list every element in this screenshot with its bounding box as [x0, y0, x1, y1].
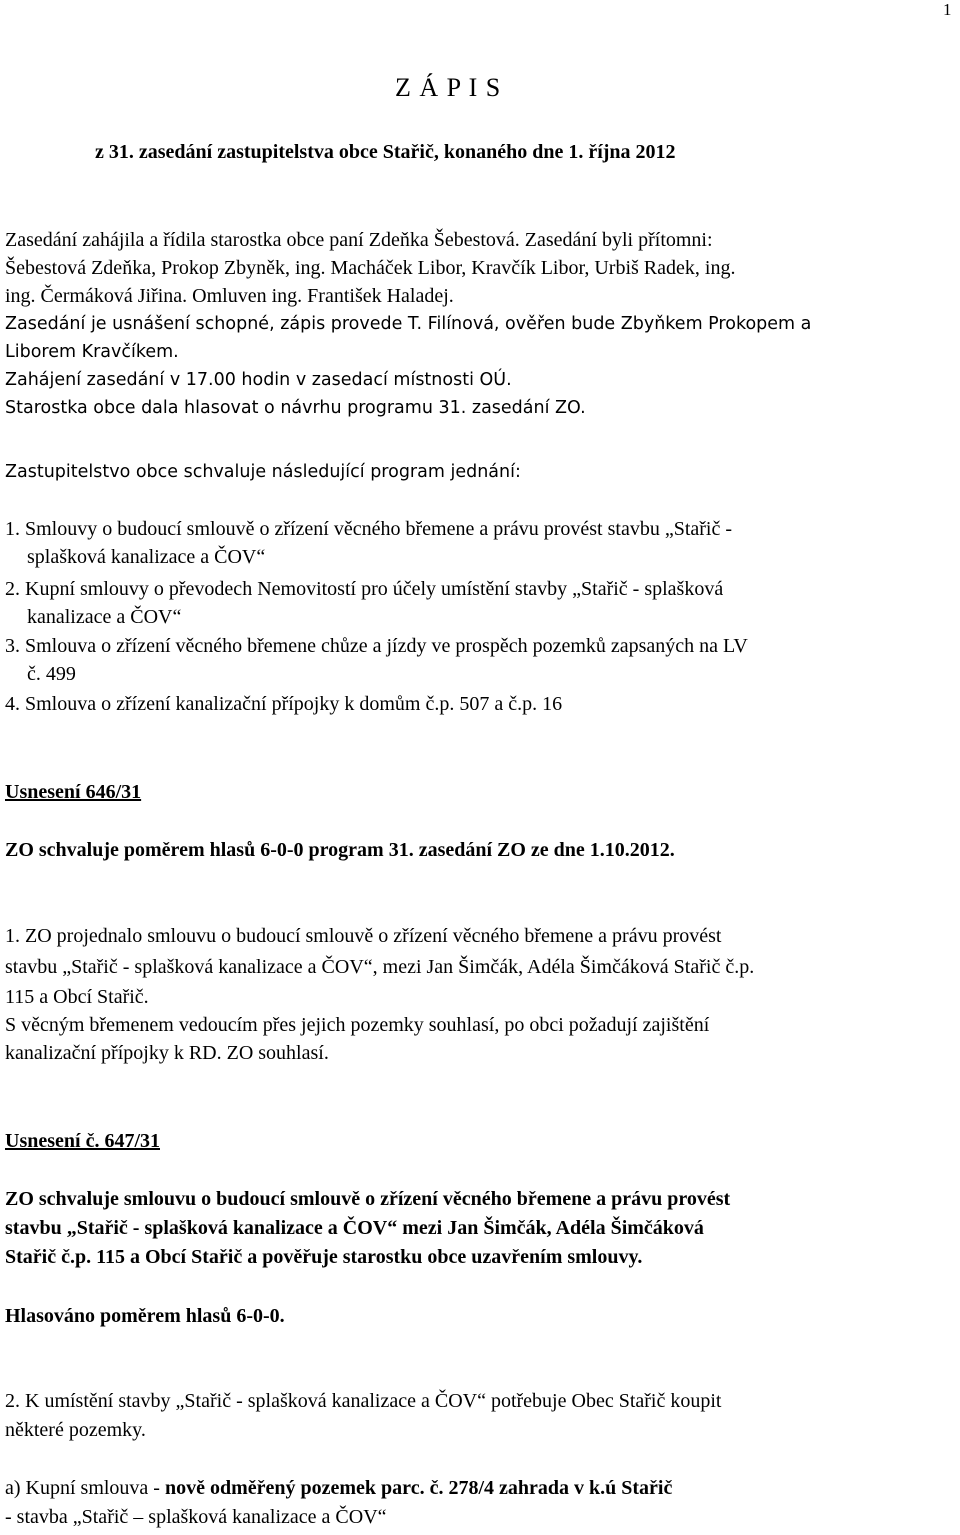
resolution-647-line: ZO schvaluje smlouvu o budoucí smlouvě o zřízení věcného břemene a právu provést [5, 1188, 731, 1210]
document-title: Z Á P I S [395, 73, 502, 102]
program-item: 2. Kupní smlouvy o převodech Nemovitostí pro účely umístění stavby „Stařič - splašková [5, 578, 724, 600]
document-subtitle: z 31. zasedání zastupitelstva obce Stařič, konaného dne 1. října 2012 [95, 141, 676, 163]
intro-line: ing. Čermáková Jiřina. Omluven ing. František Haladej. [5, 285, 454, 307]
item2a-line [5, 1476, 672, 1500]
program-item: 3. Smlouva o zřízení věcného břemene chůze a jízdy ve prospěch pozemků zapsaných na LV [5, 635, 748, 657]
resolution-646-heading: Usnesení 646/31 [5, 781, 142, 803]
item1-line: stavbu „Stařič - splašková kanalizace a ČOV“, mezi Jan Šimčák, Adéla Šimčáková Stařič č.p. [5, 956, 755, 978]
item1-line: S věcným břemenem vedoucím přes jejich pozemky souhlasí, po obci požadují zajištění [5, 1014, 710, 1036]
resolution-646-text: ZO schvaluje poměrem hlasů 6-0-0 program 31. zasedání ZO ze dne 1.10.2012. [5, 839, 675, 861]
program-item-continuation: splašková kanalizace a ČOV“ [27, 546, 266, 568]
info-line: Liborem Kravčíkem. [5, 342, 179, 362]
item1-line: kanalizační přípojky k RD. ZO souhlasí. [5, 1042, 329, 1064]
resolution-647-vote: Hlasováno poměrem hlasů 6-0-0. [5, 1305, 285, 1327]
program-item-continuation: kanalizace a ČOV“ [27, 606, 182, 628]
intro-line: Šebestová Zdeňka, Prokop Zbyněk, ing. Macháček Libor, Kravčík Libor, Urbiš Radek, ing. [5, 257, 736, 279]
item1-line: 115 a Obcí Stařič. [5, 986, 149, 1008]
resolution-647-heading: Usnesení č. 647/31 [5, 1130, 160, 1152]
program-item: 4. Smlouva o zřízení kanalizační přípojky k domům č.p. 507 a č.p. 16 [5, 693, 563, 715]
intro-line: Zasedání zahájila a řídila starostka obce paní Zdeňka Šebestová. Zasedání byli přítomni: [5, 229, 713, 251]
resolution-647-line: Stařič č.p. 115 a Obcí Stařič a pověřuje starostku obce uzavřením smlouvy. [5, 1246, 643, 1268]
program-item: 1. Smlouvy o budoucí smlouvě o zřízení věcného břemene a právu provést stavbu „Stařič - [5, 518, 733, 540]
program-heading: Zastupitelstvo obce schvaluje následující program jednání: [5, 462, 521, 482]
info-line: Zahájení zasedání v 17.00 hodin v zasedací místnosti OÚ. [5, 370, 512, 390]
info-line: Starostka obce dala hlasovat o návrhu programu 31. zasedání ZO. [5, 398, 586, 418]
item2-line: některé pozemky. [5, 1419, 146, 1441]
item2a-line2: - stavba „Stařič – splašková kanalizace a ČOV“ [5, 1506, 387, 1528]
item2a-bold: nově odměřený pozemek parc. č. 278/4 zahrada v k.ú Stařič [164, 1477, 673, 1499]
info-line: Zasedání je usnášení schopné, zápis provede T. Filínová, ověřen bude Zbyňkem Prokopem a [5, 314, 812, 334]
item2a-prefix: a) Kupní smlouva - [5, 1477, 165, 1499]
program-item-continuation: č. 499 [27, 663, 76, 685]
resolution-647-line: stavbu „Stařič - splašková kanalizace a ČOV“ mezi Jan Šimčák, Adéla Šimčáková [5, 1217, 704, 1239]
item1-line: 1. ZO projednalo smlouvu o budoucí smlouvě o zřízení věcného břemene a právu provést [5, 925, 722, 947]
page-number: 1 [943, 0, 952, 19]
item2-line: 2. K umístění stavby „Stařič - splašková kanalizace a ČOV“ potřebuje Obec Stařič koupit [5, 1390, 722, 1412]
